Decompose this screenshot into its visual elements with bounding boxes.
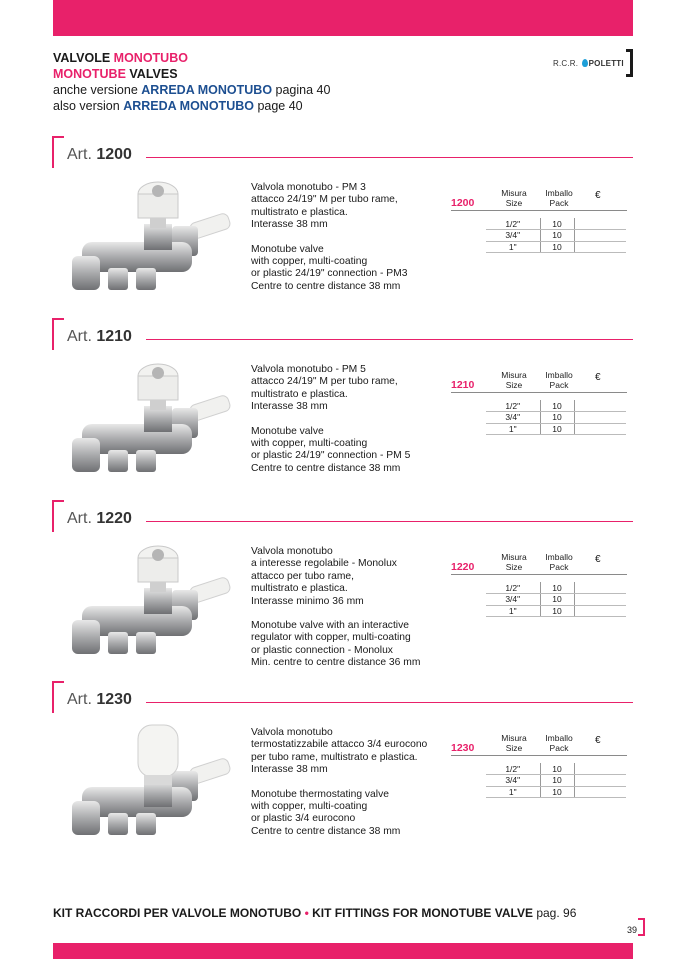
table-header-rule — [451, 574, 627, 575]
article-divider — [146, 339, 633, 340]
article-bracket — [52, 500, 64, 532]
description-line: Monotube valve — [251, 243, 324, 255]
valve-product-image — [62, 723, 242, 853]
valve-product-image — [62, 178, 242, 308]
price-cell — [574, 786, 626, 798]
description-line: attacco per tubo rame, — [251, 570, 355, 582]
article-code: 1220 — [451, 561, 475, 573]
description-line: a interesse regolabile - Monolux — [251, 558, 397, 570]
table-header-rule — [451, 755, 627, 756]
article-divider — [146, 521, 633, 522]
misura-size-header: Misura Size — [501, 552, 527, 572]
price-cell — [574, 763, 626, 775]
imballo-pack-header: Imballo Pack — [545, 733, 573, 753]
description-line: or plastic connection - Monolux — [251, 644, 393, 656]
product-description — [251, 364, 451, 475]
size-row — [486, 763, 626, 775]
description-line: per tubo rame, multistrato e plastica. — [251, 751, 418, 763]
size-row — [486, 230, 626, 242]
pack-cell: 10 — [540, 605, 574, 617]
price-cell — [574, 605, 626, 617]
bottom-color-bar — [53, 943, 633, 959]
misura-size-header: Misura Size — [501, 733, 527, 753]
description-line: Interasse 38 mm — [251, 401, 328, 413]
article-code: 1200 — [451, 197, 475, 209]
size-pack-table — [486, 582, 626, 617]
description-line: regulator with copper, multi-coating — [251, 632, 411, 644]
size-row — [486, 594, 626, 606]
page-number: 39 — [627, 925, 638, 935]
description-line: Monotube valve with an interactive — [251, 620, 409, 632]
price-cell — [574, 400, 626, 412]
pack-cell: 10 — [540, 400, 574, 412]
size-cell: 1/2" — [486, 400, 540, 412]
description-line: Monotube valve — [251, 425, 324, 437]
article-title: Art. 1210 — [67, 328, 132, 345]
description-line: Valvola monotubo — [251, 727, 333, 738]
size-cell: 1" — [486, 423, 540, 435]
size-row — [486, 400, 626, 412]
description-line: with copper, multi-coating — [251, 438, 368, 450]
article-code: 1210 — [451, 379, 475, 391]
size-row — [486, 605, 626, 617]
article-title: Art. 1200 — [67, 146, 132, 163]
misura-size-header: Misura Size — [501, 188, 527, 208]
description-line: Centre to centre distance 38 mm — [251, 462, 401, 474]
description-line: Interasse minimo 36 mm — [251, 595, 364, 607]
size-cell: 3/4" — [486, 594, 540, 606]
description-line: Monotube thermostating valve — [251, 788, 389, 800]
description-line: multistrato e plastica. — [251, 206, 348, 218]
description-line: termostatizzabile attacco 3/4 eurocono — [251, 739, 428, 751]
article-divider — [146, 702, 633, 703]
description-line: attacco 24/19" M per tubo rame, — [251, 194, 398, 206]
description-line: Centre to centre distance 38 mm — [251, 825, 401, 837]
size-cell: 1" — [486, 786, 540, 798]
size-row — [486, 786, 626, 798]
description-line: multistrato e plastica. — [251, 583, 348, 595]
size-row — [486, 218, 626, 230]
size-row — [486, 241, 626, 253]
page-header — [53, 50, 330, 114]
description-line: Valvola monotubo — [251, 546, 333, 557]
price-cell — [574, 412, 626, 424]
description-line: Interasse 38 mm — [251, 764, 328, 776]
product-description — [251, 727, 451, 838]
imballo-pack-header: Imballo Pack — [545, 188, 573, 208]
description-line: multistrato e plastica. — [251, 388, 348, 400]
header-line-3: anche versione ARREDA MONOTUBO pagina 40 — [53, 83, 331, 97]
pack-cell: 10 — [540, 230, 574, 242]
size-row — [486, 412, 626, 424]
product-description — [251, 182, 451, 293]
price-cell — [574, 230, 626, 242]
article-title: Art. 1230 — [67, 691, 132, 708]
price-cell — [574, 582, 626, 594]
pack-cell: 10 — [540, 763, 574, 775]
size-pack-table — [486, 763, 626, 798]
size-cell: 1/2" — [486, 582, 540, 594]
size-pack-table — [486, 218, 626, 253]
table-header-rule — [451, 392, 627, 393]
product-description — [251, 546, 451, 670]
description-line: Valvola monotubo - PM 3 — [251, 182, 366, 193]
product-section-1220 — [0, 500, 678, 680]
header-line-2: MONOTUBE VALVES — [53, 67, 178, 81]
article-title: Art. 1220 — [67, 510, 132, 527]
imballo-pack-header: Imballo Pack — [545, 552, 573, 572]
pack-cell: 10 — [540, 786, 574, 798]
description-line: or plastic 24/19" connection - PM3 — [251, 268, 408, 280]
header-line-1: VALVOLE MONOTUBO — [53, 51, 188, 65]
pack-cell: 10 — [540, 775, 574, 787]
description-line: with copper, multi-coating — [251, 256, 368, 268]
logo-bracket — [626, 49, 633, 77]
pack-cell: 10 — [540, 241, 574, 253]
size-cell: 1" — [486, 605, 540, 617]
size-cell: 1" — [486, 241, 540, 253]
size-cell: 1/2" — [486, 218, 540, 230]
size-cell: 3/4" — [486, 230, 540, 242]
brand-logo: R.C.R. POLETTI — [553, 49, 633, 79]
top-color-bar — [53, 0, 633, 36]
description-line: with copper, multi-coating — [251, 801, 368, 813]
article-bracket — [52, 136, 64, 168]
product-section-1230 — [0, 681, 678, 861]
description-line: Interasse 38 mm — [251, 219, 328, 231]
euro-price-header: € — [595, 372, 601, 383]
size-cell: 3/4" — [486, 775, 540, 787]
page-number-bracket — [638, 918, 645, 936]
size-cell: 1/2" — [486, 763, 540, 775]
euro-price-header: € — [595, 735, 601, 746]
product-section-1200 — [0, 136, 678, 316]
price-cell — [574, 775, 626, 787]
pack-cell: 10 — [540, 582, 574, 594]
description-line: or plastic 3/4 eurocono — [251, 813, 356, 825]
size-row — [486, 423, 626, 435]
description-line: or plastic 24/19" connection - PM 5 — [251, 450, 411, 462]
water-drop-icon — [582, 59, 588, 67]
description-line: attacco 24/19" M per tubo rame, — [251, 376, 398, 388]
table-header-rule — [451, 210, 627, 211]
description-line: Min. centre to centre distance 36 mm — [251, 657, 421, 669]
size-row — [486, 775, 626, 787]
price-cell — [574, 218, 626, 230]
article-code: 1230 — [451, 742, 475, 754]
price-cell — [574, 241, 626, 253]
description-line: Valvola monotubo - PM 5 — [251, 364, 366, 375]
misura-size-header: Misura Size — [501, 370, 527, 390]
pack-cell: 10 — [540, 412, 574, 424]
size-row — [486, 582, 626, 594]
article-bracket — [52, 318, 64, 350]
euro-price-header: € — [595, 190, 601, 201]
size-pack-table — [486, 400, 626, 435]
description-line: Centre to centre distance 38 mm — [251, 280, 401, 292]
size-cell: 3/4" — [486, 412, 540, 424]
header-line-4: also version ARREDA MONOTUBO page 40 — [53, 99, 303, 113]
article-bracket — [52, 681, 64, 713]
pack-cell: 10 — [540, 423, 574, 435]
product-section-1210 — [0, 318, 678, 498]
valve-product-image — [62, 542, 242, 672]
pack-cell: 10 — [540, 218, 574, 230]
price-cell — [574, 594, 626, 606]
euro-price-header: € — [595, 554, 601, 565]
pack-cell: 10 — [540, 594, 574, 606]
imballo-pack-header: Imballo Pack — [545, 370, 573, 390]
article-divider — [146, 157, 633, 158]
valve-product-image — [62, 360, 242, 490]
footer-kit-reference: KIT RACCORDI PER VALVOLE MONOTUBO • KIT FITTINGS FOR MONOTUBE VALVE pag. 96 — [53, 906, 577, 920]
price-cell — [574, 423, 626, 435]
